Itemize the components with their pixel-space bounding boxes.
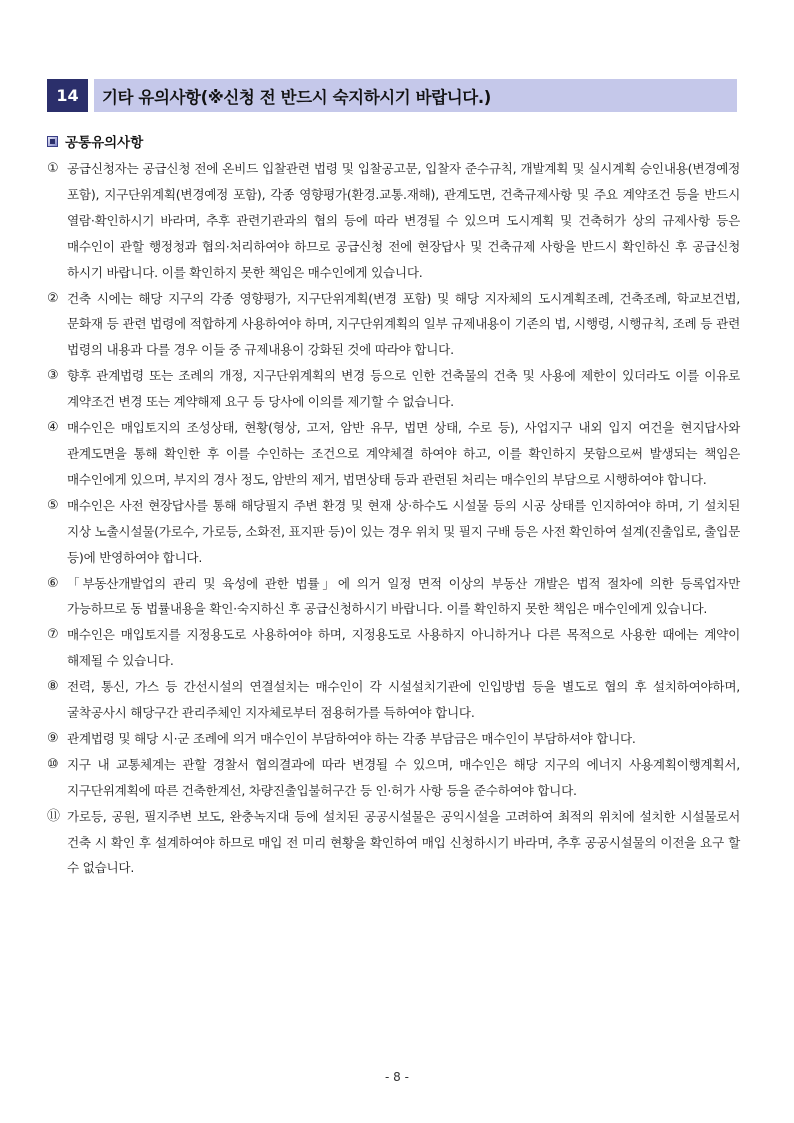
list-item [47, 622, 740, 674]
list-item [47, 363, 740, 415]
item-marker: ⑪ [47, 808, 61, 824]
item-marker: ③ [47, 368, 59, 384]
page-number: - 8 - [385, 1070, 409, 1084]
list-item [47, 415, 740, 493]
list-item [47, 286, 740, 364]
item-text: 건축 시에는 해당 지구의 각종 영향평가, 지구단위계획(변경 포함) 및 해당 지자체의 도시계획조례, 건축조례, 학교보건법, 문화재 등 관련 법령에 적합하게 사용하여야 하며, 지구단위계획의 일부 규제내용이 기존의 법, 시행령, 시행규칙, 조례 등 관련 법령의 내용과 다를 경우 이들 중 규제내용이 강화된 것에 따라야 합니다. [67, 290, 740, 358]
section-title: 기타 유의사항(※신청 전 반드시 숙지하시기 바랍니다.) [94, 79, 737, 112]
section-header [47, 79, 737, 112]
item-text: 매수인은 매입토지를 지정용도로 사용하여야 하며, 지정용도로 사용하지 아니하거나 다른 목적으로 사용한 때에는 계약이 해제될 수 있습니다. [67, 627, 740, 669]
item-marker: ② [47, 290, 59, 306]
subsection-title: 공통유의사항 [65, 135, 144, 151]
item-marker: ⑩ [47, 756, 59, 772]
list-item [47, 571, 740, 623]
item-text: 매수인은 매입토지의 조성상태, 현황(형상, 고저, 암반 유무, 법면 상태, 수로 등), 사업지구 내외 입지 여건을 현지답사와 관계도면을 통해 확인한 후 이를 수인하는 조건으로 계약체결 하여야 하고, 이를 확인하지 못함으로써 발생되는 책임은 매수인에게 있으며, 부지의 경사 정도, 암반의 제거, 법면상태 등과 관련된 처리는 매수인의 부담으로 시행하여야 합니다. [67, 420, 740, 487]
item-marker: ⑥ [47, 575, 59, 591]
item-marker: ⑦ [47, 627, 59, 643]
item-text: 공급신청자는 공급신청 전에 온비드 입찰관련 법령 및 입찰공고문, 입찰자 준수규칙, 개발계획 및 실시계획 승인내용(변경예정 포함), 지구단위계획(변경예정 포함), 각종 영향평가(환경.교통.재해), 관계도면, 건축규제사항 및 주요 계약조건 등을 반드시 열람·확인하시기 바라며, 추후 관련기관과의 협의 등에 따라 변경될 수 있으며 도시계획 및 건축허가 상의 규제사항 등은 매수인이 관할 행정청과 협의·처리하여야 하므로 공급신청 전에 현장답사 및 건축규제 사항을 반드시 확인하신 후 공급신청 하시기 바랍니다. 이를 확인하지 못한 책임은 매수인에게 있습니다. [67, 161, 740, 280]
item-marker: ④ [47, 420, 59, 436]
item-text: 지구 내 교통체계는 관할 경찰서 협의결과에 따라 변경될 수 있으며, 매수인은 해당 지구의 에너지 사용계획이행계획서, 지구단위계획에 따른 건축한계선, 차량진출입불허구간 등 인·허가 사항 등을 준수하여야 합니다. [67, 756, 740, 798]
item-text: 향후 관계법령 또는 조례의 개정, 지구단위계획의 변경 등으로 인한 건축물의 건축 및 사용에 제한이 있더라도 이를 이유로 계약조건 변경 또는 계약해제 요구 등 당사에 이의를 제기할 수 없습니다. [67, 368, 740, 410]
list-item [47, 493, 740, 571]
item-marker: ⑨ [47, 730, 59, 746]
notice-list [47, 156, 740, 881]
item-marker: ① [47, 161, 59, 176]
list-item [47, 156, 740, 286]
item-marker: ⑧ [47, 679, 59, 695]
item-text: 관계법령 및 해당 시·군 조례에 의거 매수인이 부담하여야 하는 각종 부담금은 매수인이 부담하셔야 합니다. [67, 730, 636, 746]
list-item [47, 804, 740, 882]
item-marker: ⑤ [47, 497, 59, 513]
list-item [47, 752, 740, 804]
list-item [47, 674, 740, 726]
item-text: 가로등, 공원, 필지주변 보도, 완충녹지대 등에 설치된 공공시설물은 공익시설을 고려하여 최적의 위치에 설치한 시설물로서 건축 시 확인 후 설계하여야 하므로 매입 전 미리 현황을 확인하여 매입 신청하시기 바라며, 추후 공공시설물의 이전을 요구 할 수 없습니다. [67, 808, 740, 876]
item-text: 매수인은 사전 현장답사를 통해 해당필지 주변 환경 및 현재 상·하수도 시설물 등의 시공 상태를 인지하여야 하며, 기 설치된 지상 노출시설물(가로수, 가로등, 소화전, 표지판 등)이 있는 경우 위치 및 필지 구배 등은 사전 확인하여 설계(진출입로, 출입문 등)에 반영하여야 합니다. [67, 497, 740, 565]
section-number: 14 [47, 79, 88, 112]
item-text: 「부동산개발업의 관리 및 육성에 관한 법률」에 의거 일정 면적 이상의 부동산 개발은 법적 절차에 의한 등록업자만 가능하므로 동 법률내용을 확인·숙지하신 후 공급신청하시기 바랍니다. 이를 확인하지 못한 책임은 매수인에게 있습니다. [67, 575, 740, 617]
subsection-heading [47, 131, 143, 151]
list-item [47, 726, 740, 752]
square-bullet-icon [47, 136, 58, 147]
item-text: 전력, 통신, 가스 등 간선시설의 연결설치는 매수인이 각 시설설치기관에 인입방법 등을 별도로 협의 후 설치하여야하며, 굴착공사시 해당구간 관리주체인 지자체로부터 점용허가를 득하여야 합니다. [67, 679, 740, 721]
